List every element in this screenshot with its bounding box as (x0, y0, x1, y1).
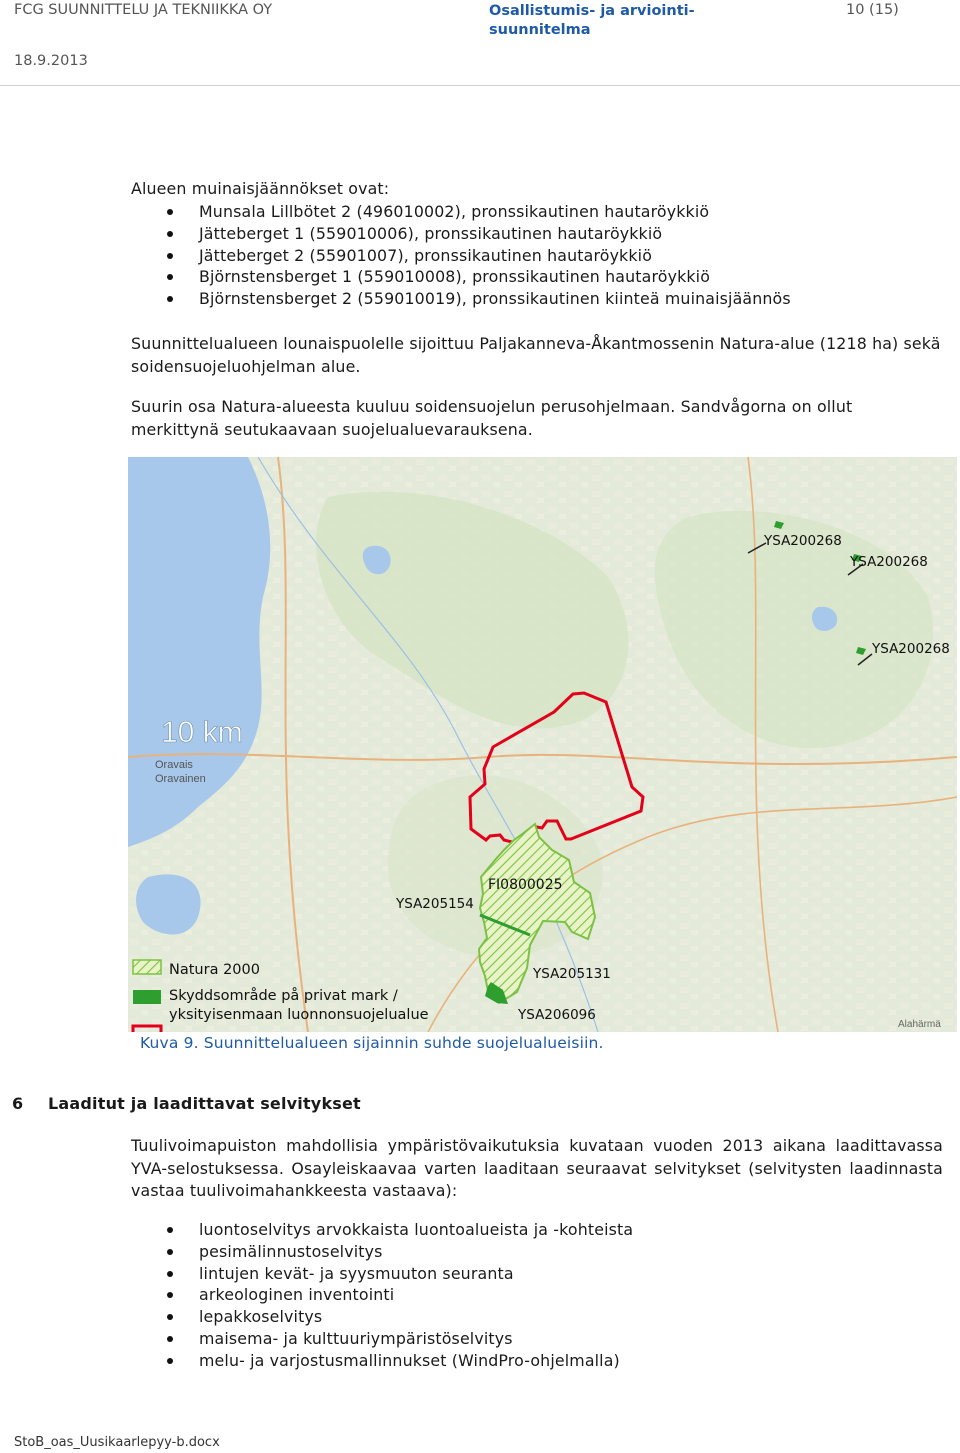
town-label: Oravainen (155, 773, 206, 785)
bullet-icon (167, 1249, 173, 1255)
area-code-label: FI0800025 (488, 877, 563, 893)
list-item (131, 1241, 633, 1263)
legend-private-label: Skyddsområde på privat mark / (169, 988, 398, 1004)
list-item (131, 1328, 633, 1350)
list-item-text: maisema- ja kulttuuriympäristöselvitys (199, 1328, 513, 1348)
antiquities-list (131, 201, 791, 310)
list-item-text: luontoselvitys arvokkaista luontoalueista ja -kohteista (199, 1220, 634, 1239)
bullet-icon (167, 1336, 173, 1342)
surveys-list (131, 1219, 633, 1372)
bullet-icon (167, 296, 173, 302)
document-title-line2: suunnitelma (489, 22, 591, 38)
list-item-text: pesimälinnustoselvitys (199, 1241, 383, 1261)
list-item-text: Jätteberget 1 (559010006), pronssikautinen hautaröykkiö (199, 223, 663, 243)
list-item-text: lepakkoselvitys (199, 1307, 323, 1327)
list-item (131, 1350, 633, 1372)
list-item-text: arkeologinen inventointi (199, 1285, 395, 1305)
bullet-icon (167, 1271, 173, 1277)
list-item (131, 288, 791, 310)
paragraph-natura-area: Suunnittelualueen lounaispuolelle sijoittuu Paljakanneva-Åkantmossenin Natura-alue (1218 ha) sekä soidensuojeluohjelman alue. (131, 334, 941, 376)
document-title (489, 2, 695, 40)
list-item (131, 245, 791, 267)
list-item (131, 1306, 633, 1328)
page-number: 10 (15) (846, 2, 899, 18)
list-item-text: melu- ja varjostusmallinnukset (WindPro-ohjelmalla) (199, 1350, 620, 1370)
legend-natura-label: Natura 2000 (169, 962, 260, 978)
legend-private-label: yksityisenmaan luonnonsuojelualue (169, 1007, 429, 1023)
bullet-icon (167, 1358, 173, 1364)
legend-natura-swatch (133, 960, 161, 974)
list-item-text: Jätteberget 2 (55901007), pronssikautinen hautaröykkiö (199, 245, 653, 265)
bullet-icon (167, 1314, 173, 1320)
header-divider (0, 85, 960, 86)
list-item-text: lintujen kevät- ja syysmuuton seuranta (199, 1263, 514, 1283)
area-code-label: YSA200268 (764, 533, 842, 549)
paragraph-conservation: Suurin osa Natura-alueesta kuuluu soidensuojelun perusohjelmaan. Sandvågorna on ollut merkittynä seutukaavaan suojelualuevarauksena. (131, 397, 853, 439)
bullet-icon (167, 274, 173, 280)
bullet-icon (167, 1227, 173, 1233)
footer-filename: StoB_oas_Uusikaarlepyy-b.docx (14, 1435, 220, 1450)
list-item (131, 1284, 633, 1306)
area-code-label: YSA200268 (850, 554, 928, 570)
section-title: Laaditut ja laadittavat selvitykset (48, 1094, 361, 1113)
bullet-icon (167, 253, 173, 259)
area-code-label: YSA205154 (396, 896, 474, 912)
section-number: 6 (12, 1094, 24, 1113)
bullet-icon (167, 1292, 173, 1298)
list-item-text: Björnstensberget 2 (559010019), pronssikautinen kiinteä muinaisjäännös (199, 289, 791, 309)
list-item (131, 1263, 633, 1285)
town-label: Alahärmä (898, 1019, 941, 1030)
figure-caption: Kuva 9. Suunnittelualueen sijainnin suhde suojelualueisiin. (140, 1034, 604, 1052)
area-code-label: YSA205131 (533, 966, 611, 982)
document-title-line1: Osallistumis- ja arviointi- (489, 3, 695, 19)
list-item (131, 266, 791, 288)
list-item (131, 223, 791, 245)
scale-label: 10 km (161, 716, 243, 749)
paragraph-surveys-intro: Tuulivoimapuiston mahdollisia ympäristövaikutuksia kuvataan vuoden 2013 aikana laadittavassa YVA-selostuksessa. Osayleiskaavaa varten laaditaan seuraavat selvitykset (selvitysten laadinnasta vastaa tuulivoimahankkeesta vastaava): (131, 1136, 943, 1200)
area-code-label: YSA200268 (872, 641, 950, 657)
document-date: 18.9.2013 (14, 53, 88, 69)
list-item-text: Björnstensberget 1 (559010008), pronssikautinen hautaröykkiö (199, 267, 711, 287)
bullet-icon (167, 231, 173, 237)
company-name: FCG SUUNNITTELU JA TEKNIIKKA OY (14, 2, 273, 18)
town-label: Oravais (155, 759, 193, 771)
bullet-icon (167, 209, 173, 215)
legend-private-swatch (133, 990, 161, 1004)
list-item (131, 201, 791, 223)
protected-areas-map (128, 457, 957, 1032)
list-item-text: Munsala Lillbötet 2 (496010002), pronssikautinen hautaröykkiö (199, 202, 710, 221)
list-item (131, 1219, 633, 1241)
area-code-label: YSA206096 (518, 1007, 596, 1023)
antiquities-intro: Alueen muinaisjäännökset ovat: (131, 179, 390, 198)
